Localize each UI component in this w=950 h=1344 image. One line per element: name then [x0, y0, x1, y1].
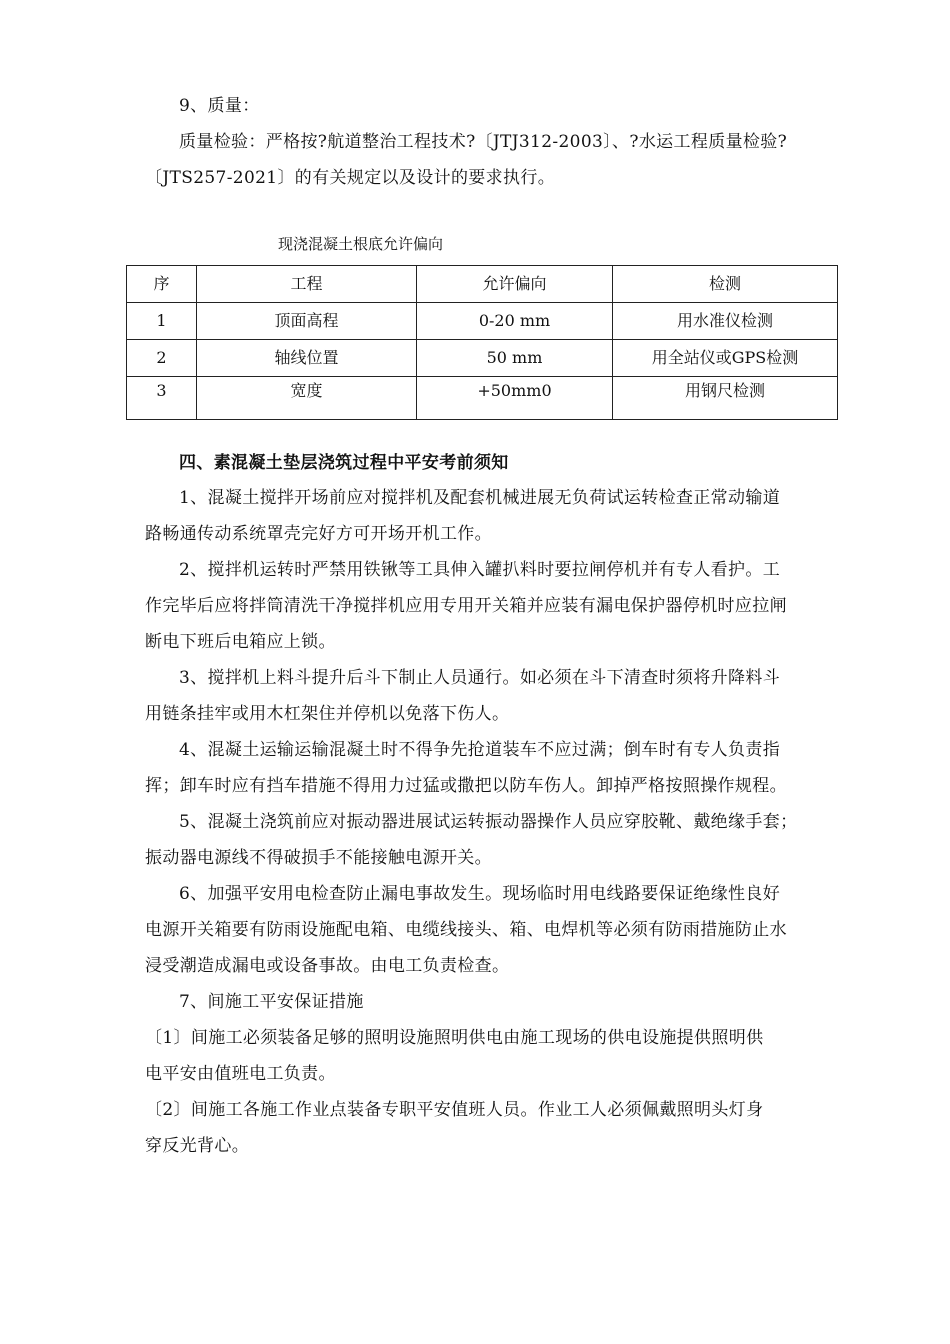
safety-line: 挥；卸车时应有挡车措施不得用力过猛或撒把以防车伤人。卸掉严格按照操作规程。	[145, 776, 787, 796]
table-header-row	[127, 266, 838, 303]
table-caption: 现浇混凝土根底允许偏向	[278, 235, 444, 253]
safety-line: 3、搅拌机上料斗提升后斗下制止人员通行。如必须在斗下清查时须将升降料斗	[179, 668, 781, 688]
cell-seq: 2	[127, 340, 197, 377]
table-row	[127, 303, 838, 340]
header-seq: 序	[127, 266, 197, 303]
header-item: 工程	[197, 266, 417, 303]
quality-paragraph-line-2: 〔JTS257-2021〕的有关规定以及设计的要求执行。	[145, 168, 556, 188]
cell-item: 宽度	[197, 377, 417, 420]
safety-line: 7、间施工平安保证措施	[179, 992, 364, 1012]
safety-line: 用链条挂牢或用木杠架住并停机以免落下伤人。	[145, 704, 510, 724]
safety-line: 1、混凝土搅拌开场前应对搅拌机及配套机械进展无负荷试运转检查正常动输道	[179, 488, 781, 508]
cell-item: 顶面高程	[197, 303, 417, 340]
cell-tolerance: +50mm0	[417, 377, 613, 420]
cell-item: 轴线位置	[197, 340, 417, 377]
safety-line: 断电下班后电箱应上锁。	[145, 632, 336, 652]
safety-line: 浸受潮造成漏电或设备事故。由电工负责检查。	[145, 956, 510, 976]
safety-line: 〔2〕间施工各施工作业点装备专职平安值班人员。作业工人必须佩戴照明头灯身	[145, 1100, 764, 1120]
safety-line: 〔1〕间施工必须装备足够的照明设施照明供电由施工现场的供电设施提供照明供	[145, 1028, 764, 1048]
safety-line: 2、搅拌机运转时严禁用铁锹等工具伸入罐扒料时要拉闸停机并有专人看护。工	[179, 560, 781, 580]
header-inspection: 检测	[613, 266, 838, 303]
safety-line: 4、混凝土运输运输混凝土时不得争先抢道装车不应过满；倒车时有专人负责指	[179, 740, 781, 760]
safety-heading: 四、素混凝土垫层浇筑过程中平安考前须知	[179, 453, 509, 473]
deviation-table	[126, 265, 838, 420]
cell-inspection: 用钢尺检测	[613, 377, 838, 420]
table-row	[127, 377, 838, 420]
cell-tolerance: 0-20 mm	[417, 303, 613, 340]
safety-line: 电平安由值班电工负责。	[145, 1064, 336, 1084]
cell-inspection: 用水准仪检测	[613, 303, 838, 340]
safety-line: 6、加强平安用电检查防止漏电事故发生。现场临时用电线路要保证绝缘性良好	[179, 884, 781, 904]
safety-line: 穿反光背心。	[145, 1136, 250, 1156]
quality-heading: 9、质量：	[179, 96, 260, 116]
safety-line: 电源开关箱要有防雨设施配电箱、电缆线接头、箱、电焊机等必须有防雨措施防止水	[145, 920, 787, 940]
cell-tolerance: 50 mm	[417, 340, 613, 377]
table-row	[127, 340, 838, 377]
cell-seq: 1	[127, 303, 197, 340]
cell-inspection: 用全站仪或GPS检测	[613, 340, 838, 377]
safety-line: 作完毕后应将拌筒清洗干净搅拌机应用专用开关箱并应装有漏电保护器停机时应拉闸	[145, 596, 787, 616]
header-tolerance: 允许偏向	[417, 266, 613, 303]
safety-line: 5、混凝土浇筑前应对振动器进展试运转振动器操作人员应穿胶靴、戴绝缘手套；	[179, 812, 798, 832]
quality-paragraph-line-1: 质量检验：严格按?航道整治工程技术?〔JTJ312-2003〕、?水运工程质量检验?	[179, 132, 788, 152]
safety-line: 振动器电源线不得破损手不能接触电源开关。	[145, 848, 492, 868]
cell-seq: 3	[127, 377, 197, 420]
safety-line: 路畅通传动系统罩壳完好方可开场开机工作。	[145, 524, 492, 544]
